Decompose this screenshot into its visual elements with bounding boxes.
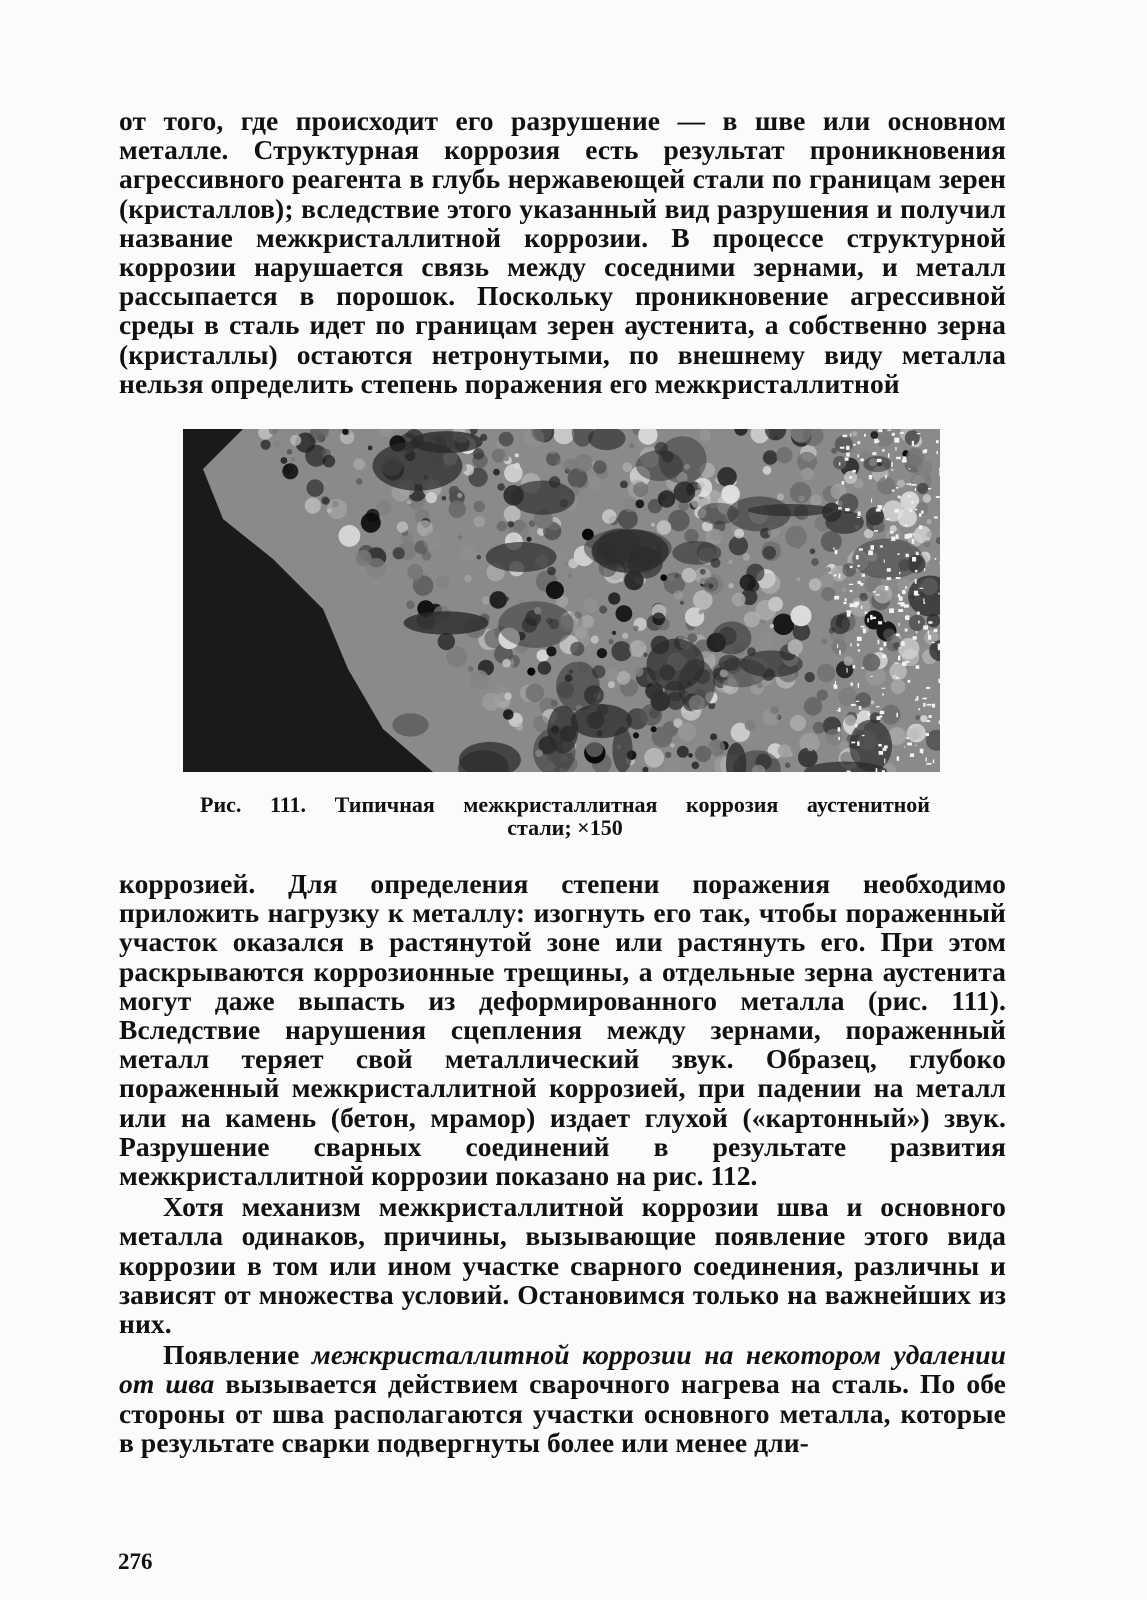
paragraph-4-start: Появление xyxy=(163,1339,312,1371)
figure-caption xyxy=(200,793,930,839)
paragraph-3: Хотя механизм межкристаллитной коррозии шва и основного металла одинаков, причины, вызывающие появление этого вида коррозии в том или ином участке сварного соединения, различны и зависят от множества условий. Остановимся только на важнейших из них. xyxy=(119,1191,1006,1340)
text-block-top xyxy=(119,106,1006,398)
micrograph-figure xyxy=(183,429,940,772)
figure-caption-line-2: стали; ×150 xyxy=(507,815,623,840)
paragraph-2: коррозией. Для определения степени поражения необходимо приложить нагрузку к металлу: изогнуть его так, чтобы пораженный участок оказался в растянутой зоне или растянуть его. При этом раскрываются коррозионные трещины, а отдельные зерна аустенита могут даже выпасть из деформированного металла (рис. 111). Вследствие нарушения сцепления между зернами, пораженный металл теряет свой металлический звук. Образец, глубоко пораженный межкристаллитной коррозией, при падении на металл или на камень (бетон, мрамор) издает глухой («картонный») звук. Разрушение сварных соединений в результате развития межкристаллитной коррозии показано на рис. 112. xyxy=(119,868,1006,1192)
figure-caption-line-1: Рис. 111. Типичная межкристаллитная коррозия аустенитной xyxy=(200,792,930,817)
paragraph-top: от того, где происходит его разрушение — в шве или основном металле. Структурная коррозия есть результат проникновения агрессивного реагента в глубь нержавеющей стали по границам зерен (кристаллов); вследствие этого указанный вид разрушения и получил название межкристаллитной коррозии. В процессе структурной коррозии нарушается связь между соседними зернами, и металл рассыпается в порошок. Поскольку проникновение агрессивной среды в сталь идет по границам зерен аустенита, а собственно зерна (кристаллы) остаются нетронутыми, по внешнему виду металла нельзя определить степень поражения его межкристаллитной xyxy=(119,105,1006,399)
micrograph-image xyxy=(183,429,940,772)
text-block-bottom xyxy=(119,869,1006,1457)
page-number: 276 xyxy=(118,1549,153,1574)
paragraph-4 xyxy=(119,1340,1006,1457)
paragraph-4-italic: межкристаллитной коррозии на некотором удалении от шва xyxy=(119,1339,1006,1400)
paragraph-4-end: вызывается действием сварочного нагрева на сталь. По обе стороны от шва располагаются участки основного металла, которые в результате сварки подвергнуты более или менее дли- xyxy=(119,1368,1006,1458)
